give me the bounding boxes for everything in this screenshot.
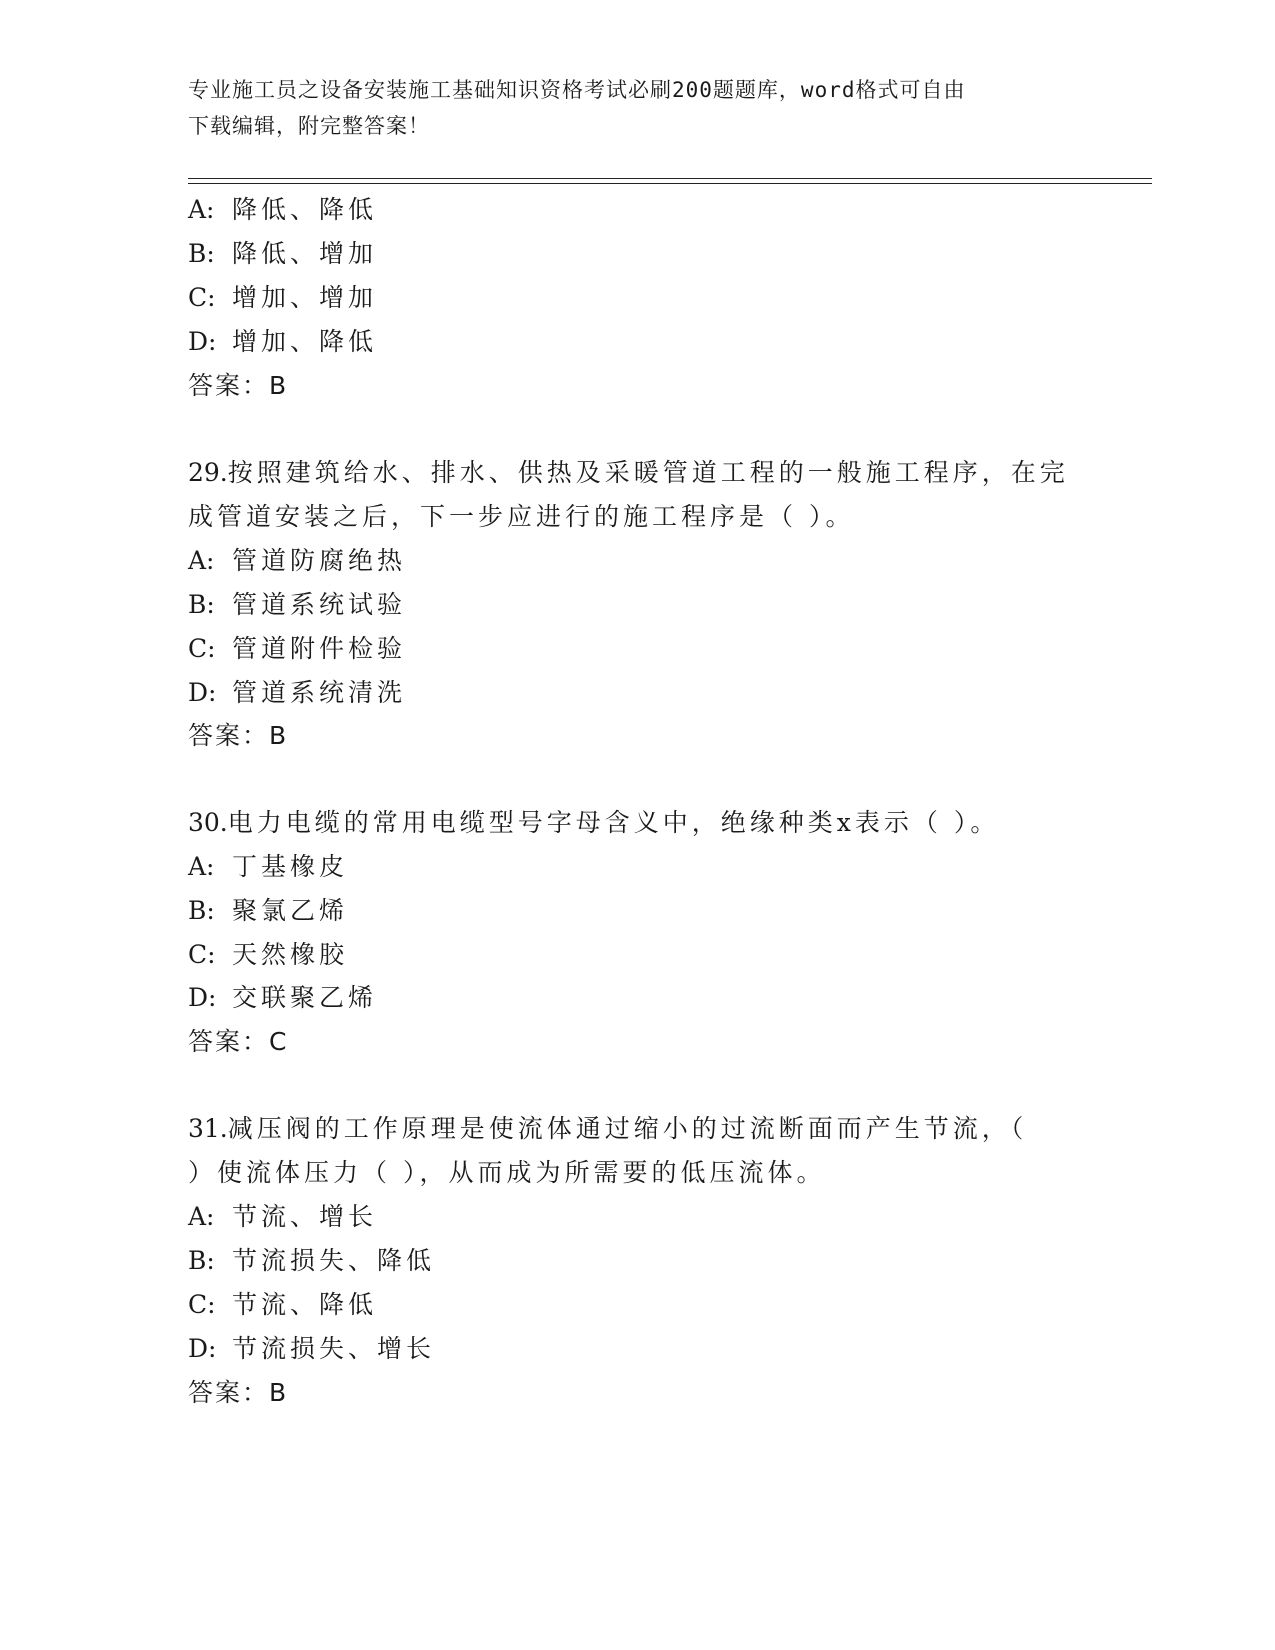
option-letter: B: — [188, 1246, 215, 1275]
q29-option-b — [188, 582, 406, 628]
option-text: 降低、增加 — [232, 239, 378, 268]
q30-option-c — [188, 932, 348, 978]
option-letter: C: — [188, 940, 216, 969]
option-letter: A: — [188, 1202, 215, 1231]
q30-stem-line-1 — [188, 800, 999, 846]
option-text: 丁基橡皮 — [232, 852, 349, 881]
option-text: 节流损失、增长 — [232, 1334, 436, 1363]
question-stem: 按照建筑给水、排水、供热及采暖管道工程的一般施工程序，在完 — [227, 458, 1069, 487]
document-header — [188, 72, 1088, 144]
option-letter: A: — [188, 852, 215, 881]
option-letter: A: — [188, 546, 215, 575]
question-number: 30. — [188, 808, 228, 837]
q29-stem-line-2: 成管道安装之后，下一步应进行的施工程序是（ ）。 — [188, 502, 855, 531]
option-letter: C: — [188, 283, 216, 312]
option-text: 管道系统清洗 — [232, 678, 407, 707]
header-divider-top — [188, 178, 1152, 179]
header-line-2: 下载编辑，附完整答案！ — [188, 114, 430, 138]
q30-option-d — [188, 975, 377, 1021]
q30-option-b — [188, 888, 348, 934]
option-text: 节流损失、降低 — [232, 1246, 436, 1275]
q31-option-b — [188, 1238, 435, 1284]
option-text: 聚氯乙烯 — [232, 896, 349, 925]
header-line-1: 专业施工员之设备安装施工基础知识资格考试必刷200题题库，word格式可自由 — [188, 78, 966, 102]
q31-option-a — [188, 1194, 377, 1240]
q29-stem-line-1 — [188, 450, 1069, 496]
q30-answer: 答案：C — [188, 1027, 289, 1056]
option-text: 增加、降低 — [232, 327, 378, 356]
option-letter: D: — [188, 983, 217, 1012]
option-letter: B: — [188, 590, 215, 619]
q29-option-a — [188, 538, 406, 584]
q30-option-a — [188, 844, 348, 890]
option-text: 节流、降低 — [232, 1290, 378, 1319]
option-text: 降低、降低 — [232, 195, 378, 224]
option-text: 管道防腐绝热 — [232, 546, 407, 575]
option-text: 增加、增加 — [232, 283, 378, 312]
option-letter: C: — [188, 1290, 216, 1319]
option-letter: D: — [188, 1334, 217, 1363]
option-letter: A: — [188, 195, 215, 224]
option-text: 管道系统试验 — [232, 590, 407, 619]
q28-answer: 答案：B — [188, 371, 289, 400]
q28-option-d — [188, 319, 377, 365]
question-stem: 减压阀的工作原理是使流体通过缩小的过流断面而产生节流，（ — [227, 1114, 1028, 1143]
q31-option-d — [188, 1326, 435, 1372]
q29-option-d — [188, 670, 406, 716]
option-text: 节流、增长 — [232, 1202, 378, 1231]
question-number: 29. — [188, 458, 228, 487]
q31-option-c — [188, 1282, 377, 1328]
option-letter: D: — [188, 327, 217, 356]
option-text: 天然橡胶 — [232, 940, 349, 969]
option-letter: C: — [188, 634, 216, 663]
question-stem: 电力电缆的常用电缆型号字母含义中，绝缘种类x表示（ ）。 — [227, 808, 1000, 837]
question-number: 31. — [188, 1114, 228, 1143]
option-letter: B: — [188, 896, 215, 925]
option-text: 交联聚乙烯 — [232, 983, 378, 1012]
option-letter: D: — [188, 678, 217, 707]
option-text: 管道附件检验 — [232, 634, 407, 663]
q29-option-c — [188, 626, 406, 672]
q29-answer: 答案：B — [188, 721, 289, 750]
q28-option-b — [188, 231, 377, 277]
q31-stem-line-1 — [188, 1106, 1027, 1152]
q28-option-c — [188, 275, 377, 321]
q31-stem-line-2: ）使流体压力（ ），从而成为所需要的低压流体。 — [188, 1158, 826, 1187]
q31-answer: 答案：B — [188, 1378, 289, 1407]
option-letter: B: — [188, 239, 215, 268]
header-divider-bottom — [188, 183, 1152, 184]
q28-option-a — [188, 187, 377, 233]
